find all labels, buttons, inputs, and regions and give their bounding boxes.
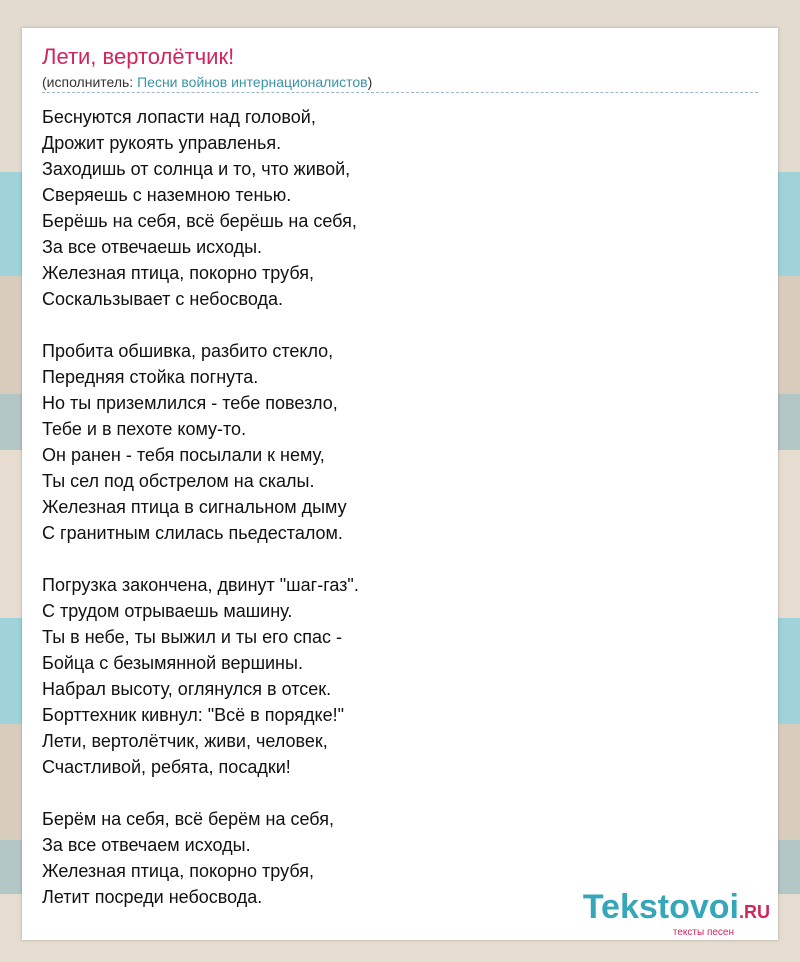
logo-domain: .RU [739, 902, 770, 922]
site-logo[interactable] [583, 889, 770, 938]
stanza [42, 104, 359, 312]
logo-name: Tekstovoi [582, 888, 739, 926]
lyric-line: Заходишь от солнца и то, что живой, [42, 159, 351, 179]
lyric-line: Передняя стойка погнута. [42, 367, 259, 387]
lyric-line: Погрузка закончена, двинут "шаг-газ". [42, 575, 359, 595]
lyric-line: Пробита обшивка, разбито стекло, [42, 341, 334, 361]
lyric-line: Он ранен - тебя посылали к нему, [42, 445, 325, 465]
lyric-line: Берём на себя, всё берём на себя, [42, 809, 334, 829]
lyric-line: Тебе и в пехоте кому-то. [42, 419, 247, 439]
lyric-line: Борттехник кивнул: "Всё в порядке!" [42, 705, 345, 725]
lyric-line: Дрожит рукоять управленья. [42, 133, 282, 153]
lyric-line: За все отвечаем исходы. [42, 835, 251, 855]
lyrics-card [22, 28, 778, 940]
lyric-line: Ты в небе, ты выжил и ты его спас - [42, 627, 343, 647]
lyric-line: За все отвечаешь исходы. [42, 237, 263, 257]
stanza [42, 806, 359, 910]
lyric-line: Но ты приземлился - тебе повезло, [42, 393, 338, 413]
artist-line [42, 73, 758, 93]
artist-suffix: ) [367, 74, 373, 90]
stanza [42, 572, 359, 780]
lyric-line: С гранитным слилась пьедесталом. [42, 523, 343, 543]
lyric-line: Бойца с безымянной вершины. [42, 653, 303, 673]
lyric-line: Летит посреди небосвода. [42, 887, 263, 907]
song-title: Лети, вертолётчик! [42, 44, 235, 69]
artist-prefix: (исполнитель: [42, 74, 138, 90]
logo-tagline: тексты песен [672, 927, 734, 938]
lyric-line: Железная птица в сигнальном дыму [42, 497, 347, 517]
lyric-line: С трудом отрываешь машину. [42, 601, 293, 621]
artist-link[interactable]: Песни войнов интернационалистов [137, 74, 368, 90]
lyrics-text [42, 104, 359, 910]
lyric-line: Счастливой, ребята, посадки! [42, 757, 291, 777]
lyric-line: Лети, вертолётчик, живи, человек, [42, 731, 328, 751]
lyric-line: Железная птица, покорно трубя, [42, 861, 314, 881]
lyric-line: Сверяешь с наземною тенью. [42, 185, 292, 205]
lyric-line: Берёшь на себя, всё берёшь на себя, [42, 211, 357, 231]
stanza [42, 338, 359, 546]
lyric-line: Соскальзывает с небосвода. [42, 289, 283, 309]
lyric-line: Беснуются лопасти над головой, [42, 107, 316, 127]
lyric-line: Набрал высоту, оглянулся в отсек. [42, 679, 332, 699]
lyric-line: Ты сел под обстрелом на скалы. [42, 471, 315, 491]
lyric-line: Железная птица, покорно трубя, [42, 263, 314, 283]
